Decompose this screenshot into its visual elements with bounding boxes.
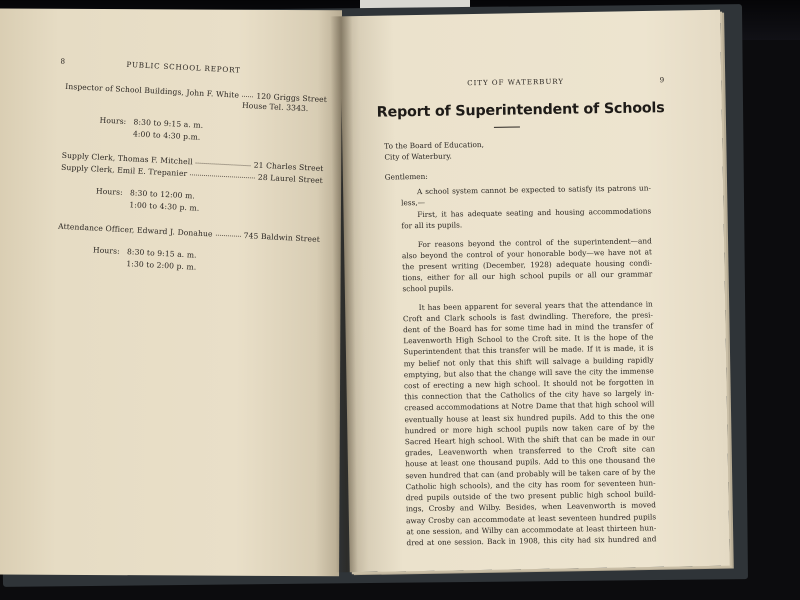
staff-title: Supply Clerk, Emil E. Trepanier <box>60 162 188 179</box>
text-line: First, it has adequate seating and housing accommodations <box>417 206 652 220</box>
title-rule <box>494 127 520 128</box>
staff-entry <box>59 163 323 221</box>
text-line: also beyond the control of your honorable body—we have not at <box>401 247 652 261</box>
right-page-number: 9 <box>659 76 666 85</box>
salutation-line: City of Waterbury. <box>384 151 452 162</box>
text-line: the present writing (December, 1928) adequate housing condi- <box>402 258 653 272</box>
leader-dots <box>196 158 251 167</box>
text-line: emptying, but also that the change will save the city the immense <box>403 366 654 380</box>
text-line: tions, either for all our high school pupils or all our grammar <box>402 269 653 283</box>
staff-entry-line <box>58 222 320 244</box>
greeting: Gentlemen: <box>384 171 428 182</box>
staff-title: Attendance Officer, Edward J. Donahue <box>57 221 213 239</box>
staff-entry <box>56 222 320 280</box>
text-line: house at least one thousand pupils. Add to this one thousand the <box>405 455 656 469</box>
staff-address: 28 Laurel Street <box>257 172 324 185</box>
hours-time: 4:00 to 4:30 p.m. <box>132 129 201 142</box>
hours-label: Hours: <box>95 186 123 197</box>
paragraph <box>385 182 651 209</box>
right-running-title: CITY OF WATERBURY <box>467 77 565 88</box>
hours-time: 8:30 to 9:15 a. m. <box>126 247 197 260</box>
text-line: Superintendent that this transfer will be made. If it is made, it is <box>403 343 654 357</box>
text-line: dred at one session. Back in 1908, this city had six hundred and <box>406 534 657 548</box>
report-body <box>385 182 657 548</box>
text-line: seven hundred that can (and probably will be taken care of by the <box>405 467 656 480</box>
hours-time: 1:00 to 4:30 p. m. <box>129 200 200 213</box>
text-line: eventually house at least six hundred pupils. Add to this the one <box>404 411 655 424</box>
leader-dots <box>216 230 241 237</box>
hours-time: 8:30 to 12:00 m. <box>129 188 196 201</box>
paragraph <box>386 235 653 295</box>
text-line: dent of the Board has for some time had in mind the transfer of <box>403 321 654 335</box>
staff-hours <box>92 244 319 279</box>
salutation <box>384 137 650 164</box>
report-title: Report of Superintendent of Schools <box>376 100 665 121</box>
text-line: at one session, and Wilby can accommodate at least thirteen hun- <box>406 523 657 536</box>
staff-title: Supply Clerk, Thomas F. Mitchell <box>61 150 194 167</box>
leader-dots <box>242 91 253 98</box>
text-line: A school system cannot be expected to satisfy its patrons un- <box>416 183 651 196</box>
staff-address: 745 Baldwin Street <box>243 231 321 244</box>
text-line: For reasons beyond the control of the superintendent—and <box>417 236 652 249</box>
staff-hours <box>99 115 326 150</box>
staff-house-tel: House Tel. 3343. <box>241 100 309 114</box>
text-line: It has been apparent for several years that the attendance in <box>418 299 653 312</box>
text-line: Leavenworth High School to the Croft site. It is the hope of the <box>403 332 654 346</box>
text-line: grades, Leavenworth when transferred to the Croft site can <box>404 444 656 458</box>
staff-address: 21 Charles Street <box>253 160 324 173</box>
staff-address: 120 Griggs Street <box>256 91 328 105</box>
left-running-head <box>60 56 328 79</box>
text-line: ings, Crosby and Wilby. Besides, when Leavenworth is moved <box>405 500 656 514</box>
right-page-content <box>376 75 666 548</box>
leader-dots <box>190 169 255 178</box>
text-line: less,— <box>401 197 426 208</box>
text-line: away Crosby can accommodate at least seventeen hundred pupils <box>406 511 657 525</box>
left-page-content <box>56 57 328 280</box>
text-line: my belief not only that this shift will salvage a building rapidly <box>403 355 654 368</box>
hours-label: Hours: <box>92 245 121 256</box>
left-page <box>0 8 342 576</box>
text-line: Croft and Clark schools is fast dwindling. Therefore, the presi- <box>402 310 653 324</box>
text-line: hundred or more high school pupils now taken care of by the <box>404 422 655 436</box>
text-line: school pupils. <box>402 283 454 294</box>
paragraph <box>385 206 651 233</box>
staff-entry <box>63 82 327 150</box>
staff-hours <box>95 186 322 221</box>
hours-time: 8:30 to 9:15 a. m. <box>133 117 204 130</box>
text-line: creased accommodations at Notre Dame that that high school will <box>404 399 655 413</box>
text-line: Sacred Heart high school. With the shift that can be made in our <box>404 433 655 447</box>
hours-time: 1:30 to 2:00 p. m. <box>126 259 197 272</box>
text-line: for all its pupils. <box>401 220 463 231</box>
left-running-title: PUBLIC SCHOOL REPORT <box>126 59 241 75</box>
right-page <box>340 10 730 573</box>
staff-title: Inspector of School Buildings, John F. White <box>65 81 240 100</box>
left-page-number: 8 <box>60 56 67 66</box>
right-running-head <box>383 75 666 91</box>
text-line: cost of erecting a new high school. It should not be forgotten in <box>403 377 655 391</box>
text-line: Catholic high schools), and the city has room for seventeen hun- <box>405 478 656 492</box>
salutation-line: To the Board of Education, <box>384 140 485 151</box>
book-cover <box>0 4 748 587</box>
text-line: this connection that the Catholics of the city have so largely in- <box>404 388 655 402</box>
hours-label: Hours: <box>99 115 127 126</box>
text-line: dred pupils outside of the two present public high school build- <box>405 489 656 503</box>
paragraph <box>387 298 657 549</box>
